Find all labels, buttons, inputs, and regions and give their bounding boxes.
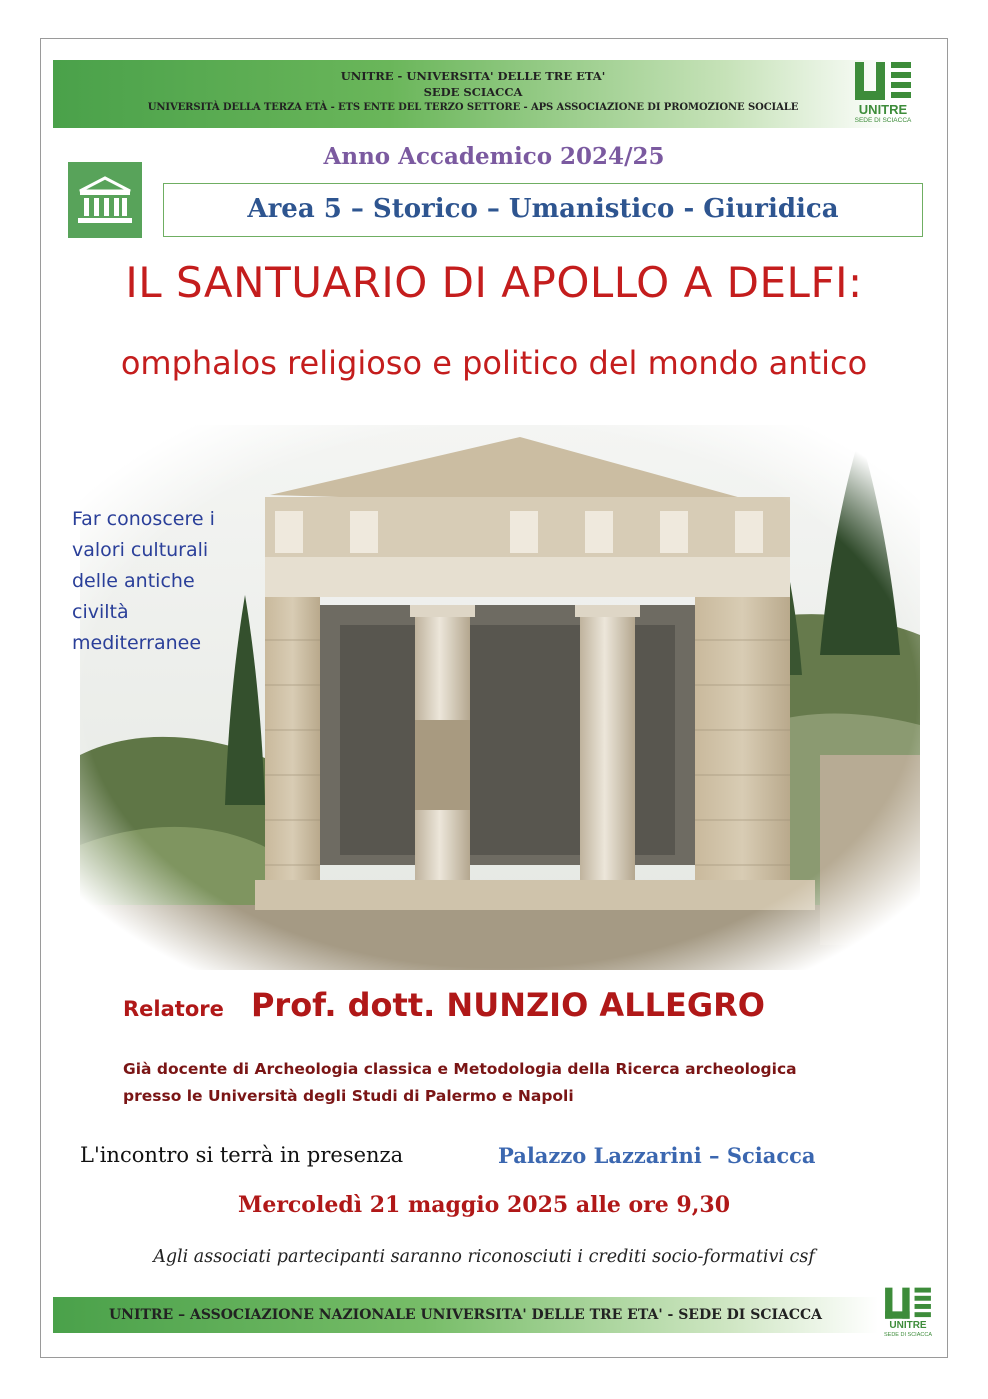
footer-logo: [880, 1286, 936, 1342]
mission-line-1: Far conoscere i: [72, 508, 215, 530]
mission-line-5: mediterranee: [72, 632, 202, 654]
credits-note: Agli associati partecipanti saranno riconosciuti i crediti socio-formativi csf: [153, 1247, 815, 1267]
footer-logo-icon: [880, 1286, 936, 1322]
temple-icon: [68, 162, 142, 238]
header-band: [53, 60, 893, 128]
meeting-date: Mercoledì 21 maggio 2025 alle ore 9,30: [237, 1192, 731, 1218]
academic-year: Anno Accademico 2024/25: [323, 143, 665, 170]
mission-line-4: civiltà: [72, 601, 129, 623]
event-subtitle: omphalos religioso e politico del mondo antico: [120, 344, 868, 382]
meeting-mode: L'incontro si terrà in presenza: [80, 1143, 404, 1167]
speaker: [123, 986, 765, 1024]
header-line-3: UNIVERSITÀ DELLA TERZA ETÀ - ETS ENTE DEL TERZO SETTORE - APS ASSOCIAZIONE DI PROMOZIONE SOCIALE: [147, 102, 799, 113]
bio-line-2: presso le Università degli Studi di Palermo e Napoli: [123, 1087, 574, 1105]
logo-subtext: SEDE DI SCIACCA: [854, 117, 912, 124]
speaker-bio: [123, 1056, 883, 1110]
header-line-1: UNITRE - UNIVERSITA' DELLE TRE ETA': [340, 69, 606, 83]
speaker-role: Relatore: [123, 997, 224, 1021]
footer-band: UNITRE – ASSOCIAZIONE NAZIONALE UNIVERSITA' DELLE TRE ETA' - SEDE DI SCIACCA: [53, 1297, 878, 1333]
mission-line-2: valori culturali: [72, 539, 209, 561]
mission-line-3: delle antiche: [72, 570, 195, 592]
meeting-place: Palazzo Lazzarini – Sciacca: [498, 1143, 816, 1168]
footer-logo-subtext: SEDE DI SCIACCA: [884, 1332, 932, 1338]
unitre-logo-icon: [851, 60, 915, 104]
footer-logo-text: UNITRE: [889, 1320, 927, 1331]
temple-icon-box: [68, 162, 142, 238]
event-title: IL SANTUARIO DI APOLLO A DELFI:: [125, 258, 863, 307]
unitre-logo: [851, 60, 915, 128]
logo-text: UNITRE: [858, 102, 908, 117]
speaker-name: Prof. dott. NUNZIO ALLEGRO: [250, 986, 765, 1024]
mission-text: [72, 504, 252, 659]
area-box: Area 5 – Storico – Umanistico - Giuridica: [163, 183, 923, 237]
bio-line-1: Già docente di Archeologia classica e Metodologia della Ricerca archeologica: [123, 1060, 797, 1078]
header-line-2: SEDE SCIACCA: [423, 85, 523, 99]
